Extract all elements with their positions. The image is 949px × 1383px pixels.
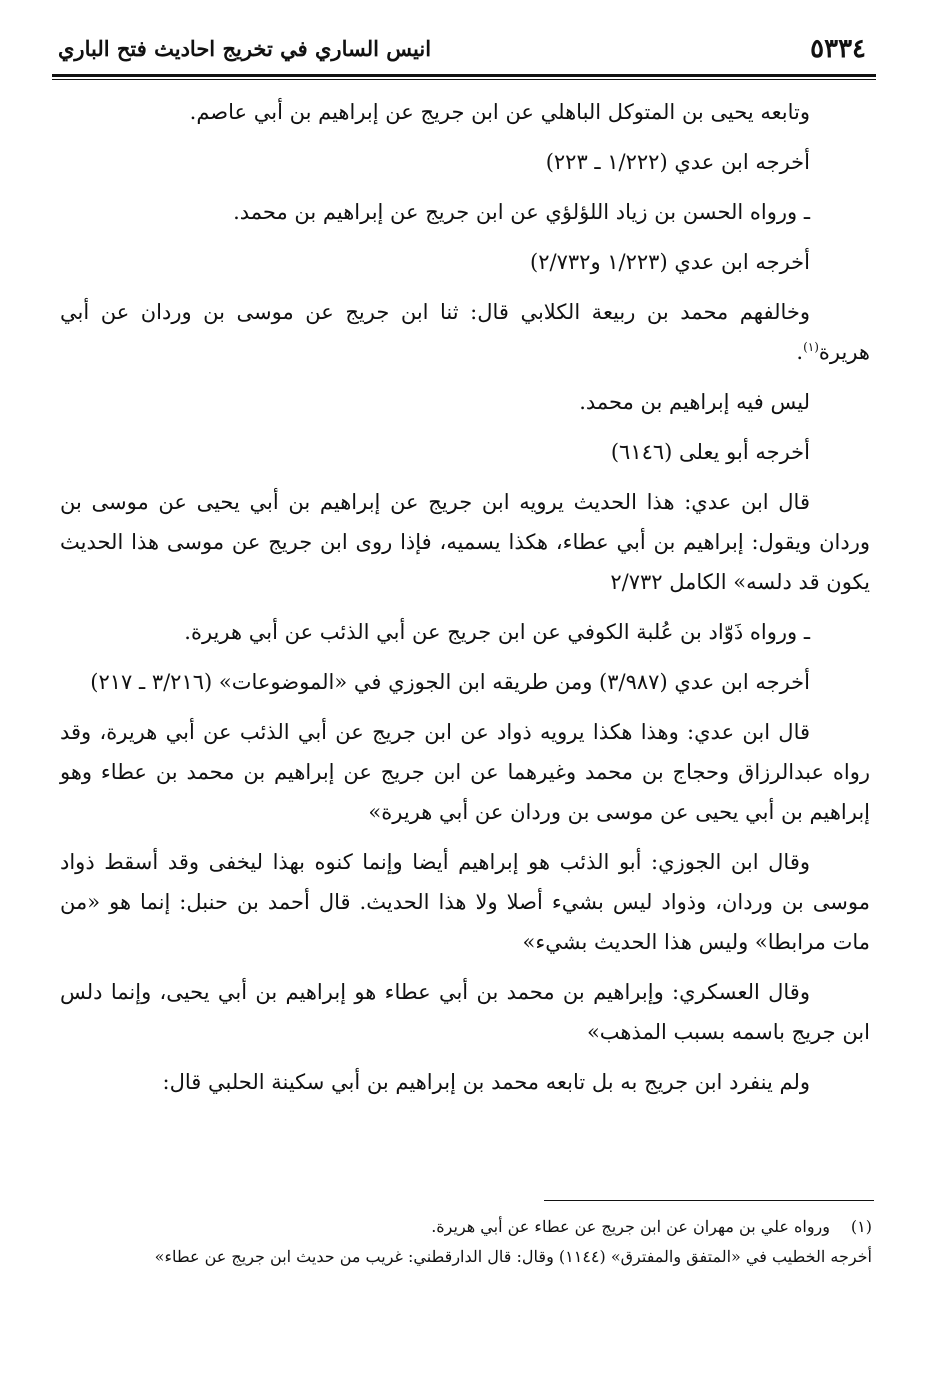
footnote-number: (١) xyxy=(850,1217,872,1236)
page-header xyxy=(58,30,878,70)
paragraph: وتابعه يحيى بن المتوكل الباهلي عن ابن جريج عن إبراهيم بن أبي عاصم. xyxy=(189,100,810,124)
main-text xyxy=(60,92,870,1112)
paragraph: وقال ابن الجوزي: أبو الذئب هو إبراهيم أيضا وإنما كنوه بهذا ليخفى وقد أسقط ذواد موسى بن وردان، وذواد ليس بشيء أصلا ولا هذا الحديث. قال أحمد بن حنبل: إنما هو «من مات مرابطا» وليس هذا الحديث بشيء» xyxy=(60,850,870,954)
header-rule-thin xyxy=(52,79,876,80)
paragraph: أخرجه ابن عدي (١/٢٢٢ ـ ٢٢٣) xyxy=(545,150,810,174)
paragraph-text: وخالفهم محمد بن ربيعة الكلابي قال: ثنا ابن جريج عن موسى بن وردان عن أبي هريرة xyxy=(60,300,870,364)
header-rule xyxy=(52,74,876,77)
paragraph: أخرجه أبو يعلى (٦١٤٦) xyxy=(610,440,810,464)
paragraph: قال ابن عدي: وهذا هكذا يرويه ذواد عن ابن جريج عن أبي الذئب عن أبي هريرة، وقد رواه عبدالرزاق وحجاج بن محمد وغيرهما عن ابن جريج عن إبراهيم بن محمد بن عطاء وهو إبراهيم بن أبي يحيى عن موسى بن وردان عن أبي هريرة» xyxy=(60,720,870,824)
footnote-separator xyxy=(544,1200,874,1201)
paragraph: وقال العسكري: وإبراهيم بن محمد بن أبي عطاء هو إبراهيم بن أبي يحيى، وإنما دلس ابن جريج باسمه بسبب المذهب» xyxy=(60,980,870,1044)
footnote-line: أخرجه الخطيب في «المتفق والمفترق» (١١٤٤) وقال: قال الدارقطني: غريب من حديث ابن جريج عن عطاء» xyxy=(154,1247,872,1266)
paragraph xyxy=(60,292,870,372)
paragraph: ـ ورواه الحسن بن زياد اللؤلؤي عن ابن جريج عن إبراهيم بن محمد. xyxy=(233,200,810,224)
running-title: انيس الساري في تخريج احاديث فتح الباري xyxy=(58,36,432,61)
footnote-text: ورواه علي بن مهران عن ابن جريج عن عطاء عن أبي هريرة. xyxy=(431,1217,830,1236)
paragraph: أخرجه ابن عدي (١/٢٢٣ و٢/٧٣٢) xyxy=(530,250,810,274)
paragraph: ولم ينفرد ابن جريج به بل تابعه محمد بن إبراهيم بن أبي سكينة الحلبي قال: xyxy=(162,1070,810,1094)
paragraph: ليس فيه إبراهيم بن محمد. xyxy=(579,390,810,414)
footnote-line xyxy=(60,1212,872,1242)
paragraph: قال ابن عدي: هذا الحديث يرويه ابن جريج عن إبراهيم بن أبي يحيى عن موسى بن وردان ويقول: إبراهيم بن أبي عطاء، هكذا يسميه، فإذا روى ابن جريج عن موسى هذا الحديث يكون قد دلسه» الكامل ٢/٧٣٢ xyxy=(60,490,870,594)
paragraph-end: . xyxy=(796,340,804,364)
footnote-reference[interactable]: (١) xyxy=(803,340,819,354)
page-number: ٥٣٣٤ xyxy=(810,34,866,64)
paragraph: ـ ورواه ذَوّاد بن عُلبة الكوفي عن ابن جريج عن أبي الذئب عن أبي هريرة. xyxy=(184,620,810,644)
paragraph: أخرجه ابن عدي (٣/٩٨٧) ومن طريقه ابن الجوزي في «الموضوعات» (٣/٢١٦ ـ ٢١٧) xyxy=(90,670,810,694)
footnotes xyxy=(60,1212,872,1272)
